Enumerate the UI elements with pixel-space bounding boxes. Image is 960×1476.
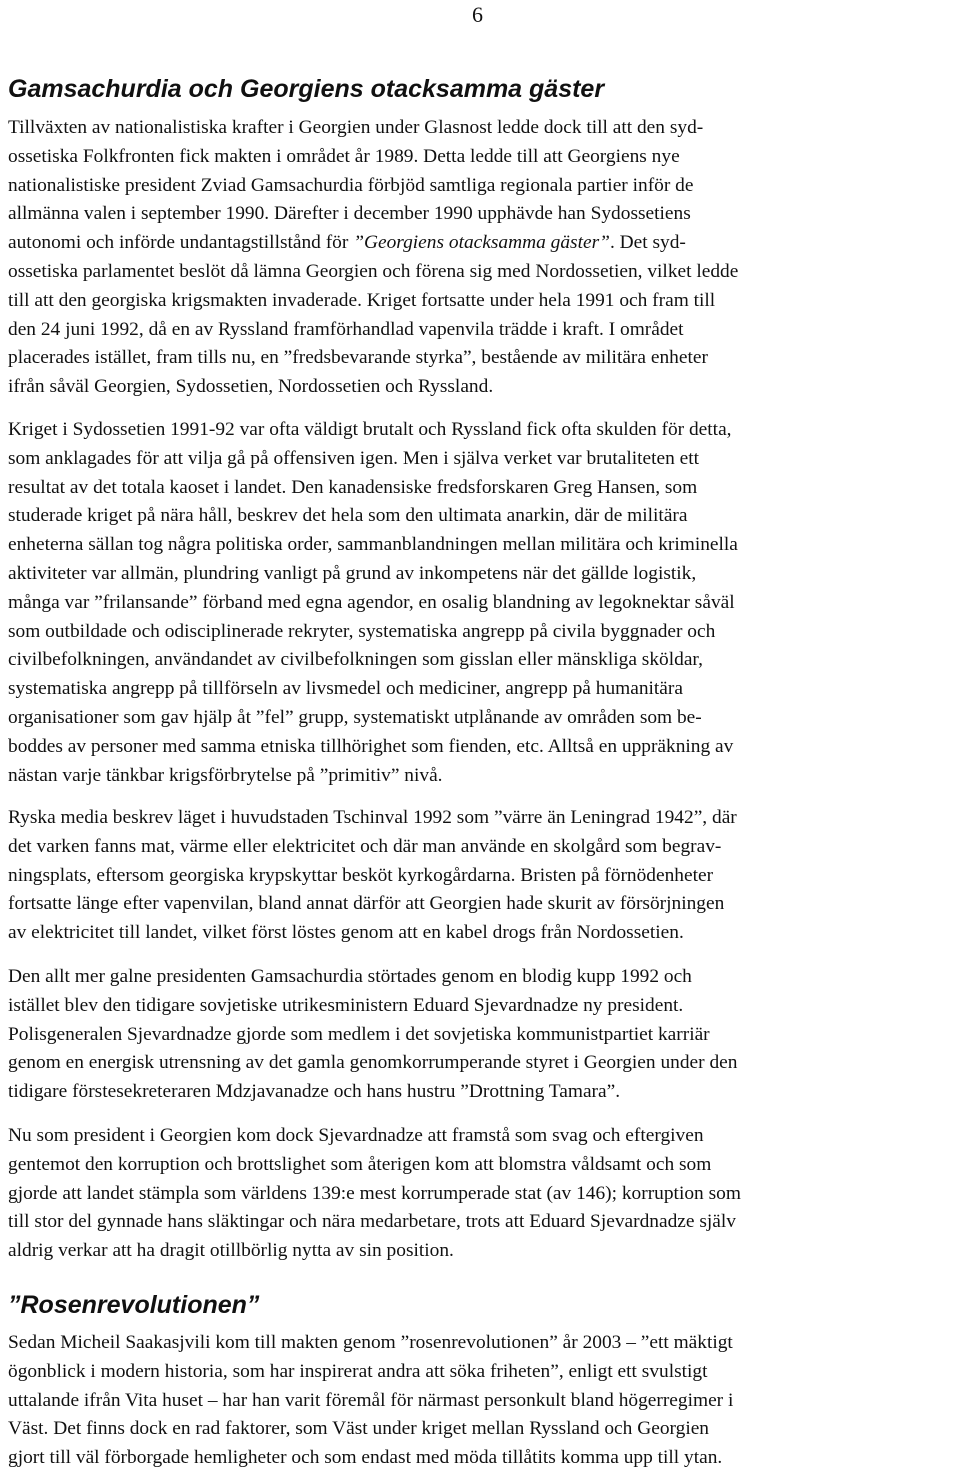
text-line: tidigare förstesekreteraren Mdzjavanadze och hans hustru ”Drottning Tamara”. xyxy=(8,1081,621,1103)
text-line: gjort till väl förborgade hemligheter och som endast med möda tillåtits komma upp till ytan. xyxy=(8,1447,723,1469)
section-heading-gamsachurdia: Gamsachurdia och Georgiens otacksamma gäster xyxy=(8,75,605,103)
paragraph-war-brutality xyxy=(8,416,956,790)
text-line: istället blev den tidigare sovjetiske utrikesministern Eduard Sjevardnadze ny president. xyxy=(8,994,684,1016)
text-line: Ryska media beskrev läget i huvudstaden Tschinval 1992 som ”värre än Leningrad 1942”, där xyxy=(8,807,737,828)
text-line: Kriget i Sydossetien 1991-92 var ofta väldigt brutalt och Ryssland fick ofta skulden för detta, xyxy=(8,419,732,440)
paragraph-sjevardnadze xyxy=(8,1122,956,1266)
text-line: av elektricitet till landet, vilket först löstes genom att en kabel drogs från Nordossetien. xyxy=(8,922,684,944)
text-line: Polisgeneralen Sjevardnadze gjorde som medlem i det sovjetiska kommunistpartiet karriär xyxy=(8,1023,710,1045)
text-line: uttalande ifrån Vita huset – har han varit föremål för närmast personkult bland högerregimer i xyxy=(8,1389,734,1411)
text-line: nationalistiske president Zviad Gamsachurdia förbjöd samtliga regionala partier inför de xyxy=(8,174,694,196)
text-line: organisationer som gav hjälp åt ”fel” grupp, systematiskt utplånande av områden som be- xyxy=(8,706,702,728)
text-line: Sedan Micheil Saakasjvili kom till makten genom ”rosenrevolutionen” år 2003 – ”ett mäktigt xyxy=(8,1332,733,1353)
text-line: den 24 juni 1992, då en av Ryssland framförhandlad vapenvila trädde i kraft. I området xyxy=(8,318,684,340)
text-line: Nu som president i Georgien kom dock Sjevardnadze att framstå som svag och eftergiven xyxy=(8,1125,704,1146)
paragraph-nationalism xyxy=(8,114,956,402)
text-line: allmänna valen i september 1990. Därefter i december 1990 upphävde han Sydossetiens xyxy=(8,203,691,225)
text-run: autonomi och införde undantagstillstånd för xyxy=(8,232,354,254)
text-line: Den allt mer galne presidenten Gamsachurdia störtades genom en blodig kupp 1992 och xyxy=(8,966,692,987)
paragraph-saakasjvili xyxy=(8,1329,956,1473)
text-line: aktiviteter var allmän, plundring vanligt på grund av inkompetens när det gällde logistik, xyxy=(8,562,697,584)
text-line: Tillväxten av nationalistiska krafter i Georgien under Glasnost ledde dock till att den syd- xyxy=(8,117,704,138)
text-line: enheterna sällan tog några politiska order, sammanblandningen mellan militära och kriminella xyxy=(8,534,738,556)
text-line: det varken fanns mat, värme eller elektricitet och där man använde en skolgård som begrav- xyxy=(8,835,722,857)
text-line: ningsplats, eftersom georgiska krypskyttar besköt kyrkogårdarna. Bristen på förnödenheter xyxy=(8,864,714,886)
text-line: aldrig verkar att ha dragit otillbörlig nytta av sin position. xyxy=(8,1240,454,1262)
text-line: boddes av personer med samma etniska tillhörighet som fienden, etc. Alltså en uppräkning av xyxy=(8,735,734,757)
quoted-phrase: ”Georgiens otacksamma gäster” xyxy=(353,232,610,254)
text-line xyxy=(8,229,956,258)
text-line: ossetiska parlamentet beslöt då lämna Georgien och förena sig med Nordossetien, vilket ledde xyxy=(8,260,739,282)
text-line: ögonblick i modern historia, som har inspirerat andra att söka friheten”, enligt ett svulstigt xyxy=(8,1360,708,1382)
text-line: till stor del gynnade hans släktingar och nära medarbetare, trots att Eduard Sjevardnadze själv xyxy=(8,1211,736,1233)
text-line: många var ”frilansande” förband med egna agendor, en osalig blandning av legoknektar såväl xyxy=(8,591,735,613)
text-line: till att den georgiska krigsmakten invaderade. Kriget fortsatte under hela 1991 och fram till xyxy=(8,289,716,311)
paragraph-tschinval xyxy=(8,804,956,948)
text-line: civilbefolkningen, användandet av civilbefolkningen som gisslan eller mänskliga sköldar, xyxy=(8,649,703,671)
text-line: ifrån såväl Georgien, Sydossetien, Nordossetien och Ryssland. xyxy=(8,376,494,398)
text-line: genom en energisk utrensning av det gamla genomkorrumperande styret i Georgien under den xyxy=(8,1052,738,1074)
text-line: systematiska angrepp på tillförseln av livsmedel och mediciner, angrepp på humanitära xyxy=(8,678,683,700)
text-line: som outbildade och odisciplinerade rekryter, systematiska angrepp på civila byggnader och xyxy=(8,620,716,642)
text-run: . Det syd- xyxy=(609,232,686,254)
text-line: gjorde att landet stämpla som världens 139:e mest korrumperade stat (av 146); korruption som xyxy=(8,1182,741,1204)
text-line: gentemot den korruption och brottslighet som återigen kom att blomstra våldsamt och som xyxy=(8,1153,712,1175)
text-line: resultat av det totala kaoset i landet. Den kanadensiske fredsforskaren Greg Hansen, som xyxy=(8,476,698,498)
text-line: nästan varje tänkbar krigsförbrytelse på ”primitiv” nivå. xyxy=(8,764,443,786)
text-line: som anklagades för att vilja gå på offensiven igen. Men i själva verket var brutaliteten ett xyxy=(8,447,700,469)
text-line: studerade kriget på nära håll, beskrev det hela som den ultimata anarkin, där de militära xyxy=(8,505,688,527)
section-heading-rosenrevolutionen: ”Rosenrevolutionen” xyxy=(8,1291,260,1319)
text-line: placerades istället, fram tills nu, en ”fredsbevarande styrka”, bestående av militära enheter xyxy=(8,347,708,369)
page-number: 6 xyxy=(472,2,483,27)
text-line: Väst. Det finns dock en rad faktorer, som Väst under kriget mellan Ryssland och Georgien xyxy=(8,1418,710,1440)
text-line: ossetiska Folkfronten fick makten i området år 1989. Detta ledde till att Georgiens nye xyxy=(8,145,680,167)
text-line: fortsatte länge efter vapenvilan, bland annat därför att Georgien hade skurit av försörjningen xyxy=(8,893,725,915)
paragraph-coup xyxy=(8,963,956,1107)
